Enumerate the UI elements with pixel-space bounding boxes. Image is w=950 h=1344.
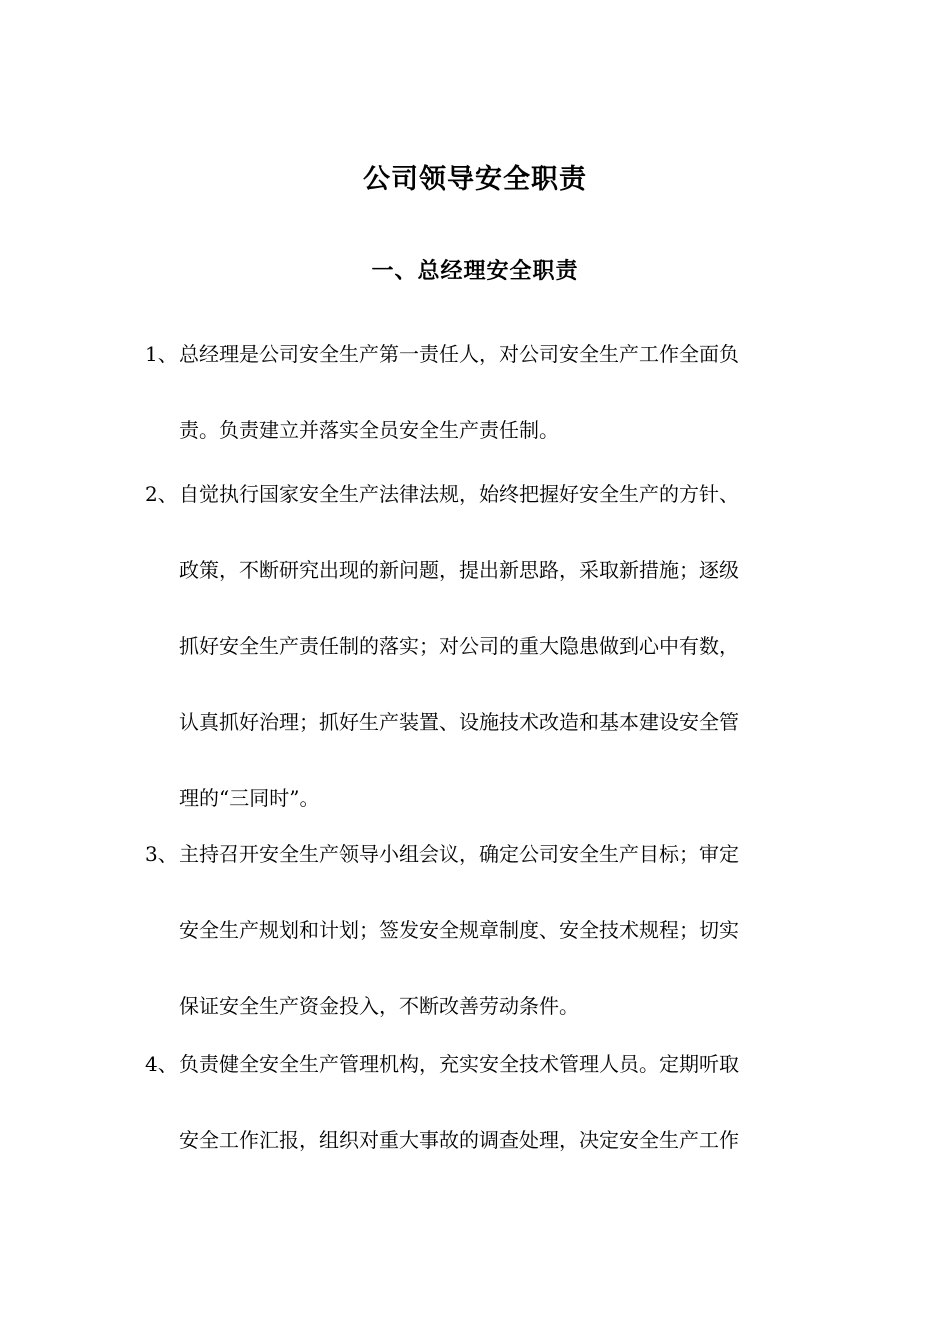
list-item-line: 责。负责建立并落实全员安全生产责任制。	[179, 418, 559, 442]
list-item-line: 认真抓好治理；抓好生产装置、设施技术改造和基本建设安全管	[179, 710, 739, 734]
list-item-text: 负责健全安全生产管理机构，充实安全技术管理人员。定期听取	[179, 1052, 739, 1076]
list-item-line	[145, 1026, 807, 1102]
list-item-line: 理的“三同时”。	[179, 786, 320, 810]
list-item-line	[145, 816, 807, 892]
list-item-number: 2、	[145, 482, 178, 506]
list-item-text: 自觉执行国家安全生产法律法规，始终把握好安全生产的方针、	[179, 482, 739, 506]
list-item-line	[145, 316, 807, 392]
list-item	[145, 816, 807, 1044]
list-item-line: 保证安全生产资金投入，不断改善劳动条件。	[179, 994, 579, 1018]
list-item-number: 1、	[145, 342, 178, 366]
list-item-number: 3、	[145, 842, 178, 866]
list-item	[145, 316, 807, 468]
list-item	[145, 456, 807, 836]
list-item-text: 总经理是公司安全生产第一责任人，对公司安全生产工作全面负	[179, 342, 739, 366]
list-item-line: 政策，不断研究出现的新问题，提出新思路，采取新措施；逐级	[179, 558, 739, 582]
list-item	[145, 1026, 807, 1178]
list-item-line: 安全生产规划和计划；签发安全规章制度、安全技术规程；切实	[179, 918, 739, 942]
list-item-line	[145, 456, 807, 532]
list-item-number: 4、	[145, 1052, 178, 1076]
document-title: 公司领导安全职责	[363, 164, 587, 195]
list-item-text: 主持召开安全生产领导小组会议，确定公司安全生产目标；审定	[179, 842, 739, 866]
list-item-line: 安全工作汇报，组织对重大事故的调查处理，决定安全生产工作	[179, 1128, 739, 1152]
section-heading: 一、总经理安全职责	[371, 259, 579, 284]
list-item-line: 抓好安全生产责任制的落实；对公司的重大隐患做到心中有数，	[179, 634, 739, 658]
